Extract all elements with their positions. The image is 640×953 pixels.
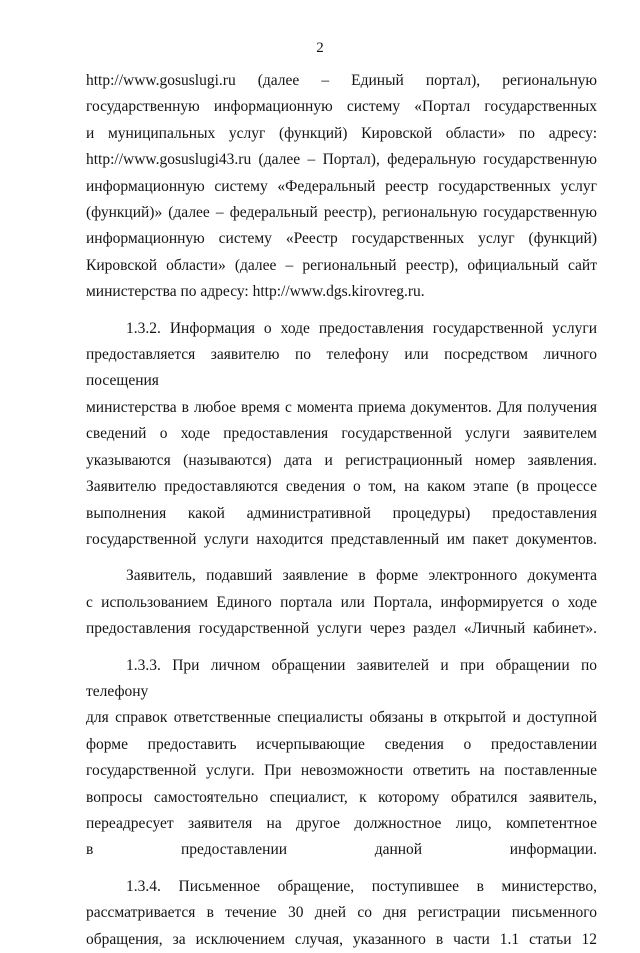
text-line: указываются (называются) дата и регистрационный номер заявления. [86, 451, 597, 469]
paragraph-electronic-document [86, 563, 597, 642]
text-line: государственной услуги. При невозможности ответить на поставленные [86, 762, 597, 780]
text-line: государственной услуги находится представленный им пакет документов. [86, 530, 597, 548]
text-line: и муниципальных услуг (функций) Кировской области» по адресу: [86, 124, 597, 142]
text-line: информационную систему «Федеральный реестр государственных услуг [86, 177, 597, 195]
text-line: http://www.gosuslugi.ru (далее – Единый портал), региональную [86, 72, 597, 89]
text-line: (функций)» (далее – федеральный реестр), региональную государственную [86, 204, 597, 222]
text-line: Заявитель, подавший заявление в форме электронного документа [126, 567, 597, 585]
document-body [86, 68, 597, 953]
paragraph-1-3-2 [86, 316, 597, 554]
text-line: предоставления государственной услуги через раздел «Личный кабинет». [86, 620, 597, 638]
text-line: министерства по адресу: http://www.dgs.kirovreg.ru. [86, 283, 425, 301]
page-number: 2 [316, 40, 324, 56]
text-line: форме предоставить исчерпывающие сведения о предоставлении [86, 735, 597, 753]
text-line: информационную систему «Реестр государственных услуг (функций) [86, 230, 597, 248]
text-line: Заявителю предоставляются сведения о том, на каком этапе (в процессе [86, 478, 597, 496]
text-line: для справок ответственные специалисты обязаны в открытой и доступной [86, 709, 597, 727]
text-line: 1.3.2. Информация о ходе предоставления государственной услуги [126, 319, 597, 337]
text-line: в предоставлении данной информации. [86, 841, 597, 859]
paragraph-portals-list [86, 68, 597, 306]
text-line: переадресует заявителя на другое должностное лицо, компетентное [86, 814, 597, 832]
text-line: министерства в любое время с момента приема документов. Для получения [86, 398, 597, 416]
text-line: государственную информационную систему «Портал государственных [86, 98, 597, 116]
text-line: выполнения какой административной процедуры) предоставления [86, 504, 597, 522]
text-line: http://www.gosuslugi43.ru (далее – Портал), федеральную государственную [86, 151, 597, 169]
text-line: предоставляется заявителю по телефону или посредством личного посещения [86, 346, 597, 390]
text-line: с использованием Единого портала или Портала, информируется о ходе [86, 593, 597, 611]
text-line: Кировской области» (далее – региональный реестр), официальный сайт [86, 256, 597, 274]
text-line: сведений о ходе предоставления государственной услуги заявителем [86, 425, 597, 443]
text-line: 1.3.4. Письменное обращение, поступившее в министерство, [126, 877, 597, 895]
paragraph-1-3-3 [86, 653, 597, 864]
text-line: обращения, за исключением случая, указанного в части 1.1 статьи 12 [86, 930, 597, 948]
text-line: вопросы самостоятельно специалист, к которому обратился заявитель, [86, 788, 597, 806]
text-line: рассматривается в течение 30 дней со дня регистрации письменного [86, 904, 597, 922]
paragraph-1-3-4 [86, 874, 597, 953]
text-line: 1.3.3. При личном обращении заявителей и при обращении по телефону [86, 656, 597, 700]
